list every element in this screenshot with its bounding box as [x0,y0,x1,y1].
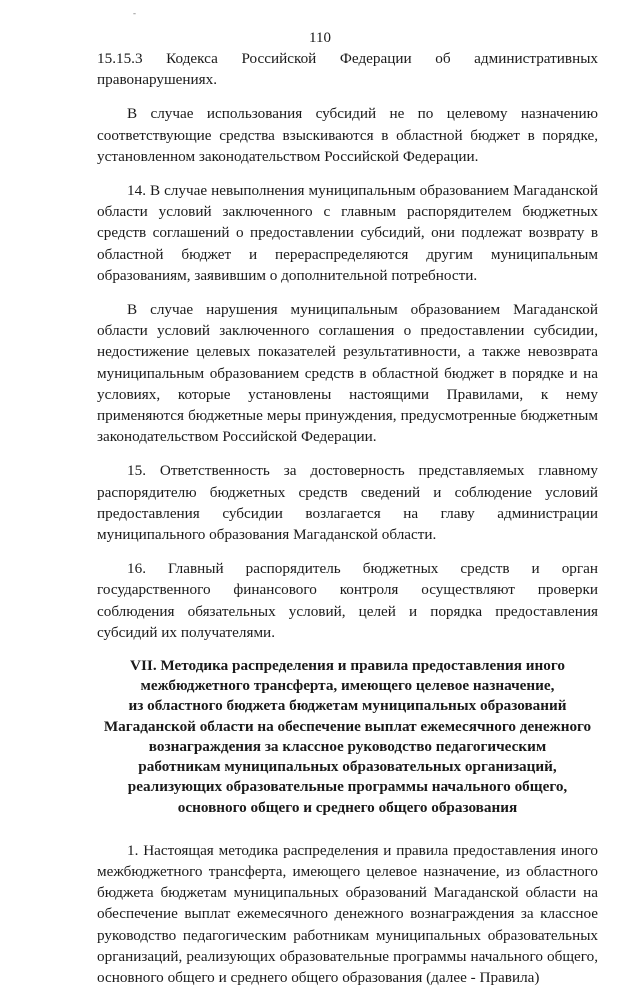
section-heading-line: вознаграждения за классное руководство педагогическим [148,737,547,755]
section-heading-line: из областного бюджета бюджетам муниципальных образований [128,697,567,715]
paragraph-item-14: 14. В случае невыполнения муниципальным образованием Магаданской области условий заключенного с главным распорядителем бюджетных средств соглашений о предоставлении субсидий, они подлежат возврату в областной бюджет и перераспределяются другим муниципальным образованиям, заявившим о дополнительной потребности. [97,182,598,284]
section-heading-line: реализующих образовательные программы начального общего, [127,778,568,796]
section-heading-line: межбюджетного трансферта, имеющего целевое назначение, [140,677,555,695]
paragraph-subsidy-misuse: В случае использования субсидий не по целевому назначению соответствующие средства взыскиваются в областной бюджет в порядке, установленном законодательством Российской Федерации. [97,105,598,165]
section-heading-line: работникам муниципальных образовательных организаций, [138,758,557,776]
paragraph-budget-enforcement: В случае нарушения муниципальным образованием Магаданской области условий заключенного соглашения о предоставлении субсидии, недостижение целевых показателей результативности, а также невозврата муниципальным образованием средств в областной бюджет в порядке и на условиях, которые установлены настоящими Правилами, к нему применяются бюджетные меры принуждения, предусмотренные бюджетным законодательством Российской Федерации. [97,301,598,446]
paragraph-item-15: 15. Ответственность за достоверность представляемых главному распорядителю бюджетных средств сведений и соблюдение условий предоставления субсидии возлагается на главу администрации муниципального образования Магаданской области. [97,462,598,544]
section-heading-line: Магаданской области на обеспечение выплат ежемесячного денежного [103,717,592,735]
paragraph-item-16: 16. Главный распорядитель бюджетных средств и орган государственного финансового контроля осуществляют проверки соблюдения обязательных условий, целей и порядка предоставления субсидий их получателями. [97,560,598,641]
document-body [97,48,598,988]
section-heading-line: VII. Методика распределения и правила предоставления иного [130,657,565,675]
section-heading-line: основного общего и среднего общего образования [177,798,518,816]
paragraph-continuation: 15.15.3 Кодекса Российской Федерации об административных правонарушениях. [97,50,598,89]
paragraph-section-item-1: 1. Настоящая методика распределения и правила предоставления иного межбюджетного трансферта, имеющего целевое назначение, из областного бюджета бюджетам муниципальных образований Магаданской области на обеспечение выплат ежемесячного денежного вознаграждения за классное руководство педагогическим работникам муниципальных образовательных организаций, реализующих образовательные программы начального общего, основного общего и среднего общего образования (далее - Правила) [97,841,598,986]
scan-mark: - [133,8,136,18]
section-heading [97,656,598,818]
page-number: 110 [309,30,331,46]
